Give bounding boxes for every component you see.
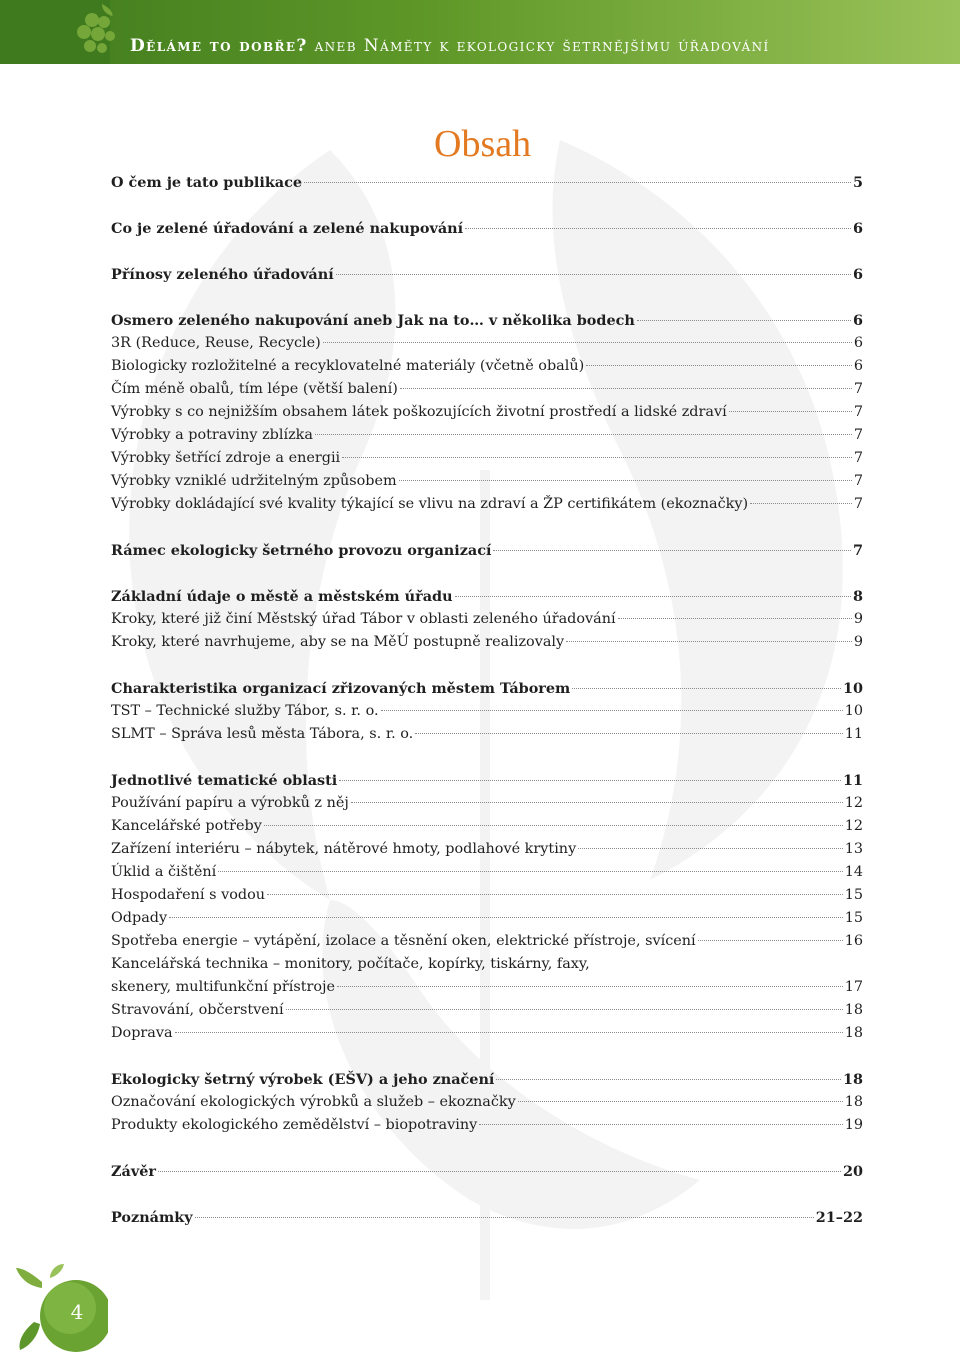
- toc-dot-leader: [400, 388, 852, 389]
- toc-entry-page: 6: [852, 266, 863, 283]
- page-number: 4: [70, 1300, 84, 1324]
- toc-entry-label: Přínosy zeleného úřadování: [111, 266, 334, 283]
- toc-entry[interactable]: [111, 838, 863, 861]
- toc-entry-page: 7: [853, 496, 863, 512]
- toc-dot-leader: [169, 917, 843, 918]
- toc-entry[interactable]: [111, 585, 863, 608]
- toc-dot-leader: [218, 871, 842, 872]
- toc-entry-page: 18: [844, 1025, 863, 1041]
- toc-entry-label: Čím méně obalů, tím lépe (větší balení): [111, 381, 398, 397]
- header-bar: [0, 0, 960, 64]
- toc-entry[interactable]: [111, 976, 863, 999]
- toc-entry-label: Výrobky s co nejnižším obsahem látek poškozujících životní prostředí a lidské zdraví: [111, 404, 727, 420]
- toc-entry-page: 12: [844, 795, 863, 811]
- toc-dot-leader: [415, 733, 842, 734]
- toc-entry[interactable]: [111, 1091, 863, 1114]
- toc-entry-page: 9: [853, 634, 863, 650]
- toc-entry-label: Závěr: [111, 1163, 156, 1180]
- toc-entry-label: Osmero zeleného nakupování aneb Jak na to… v několika bodech: [111, 312, 635, 329]
- toc-entry[interactable]: [111, 631, 863, 654]
- toc-entry-page: 18: [842, 1071, 863, 1088]
- toc-entry[interactable]: [111, 677, 863, 700]
- toc-dot-leader: [304, 182, 851, 183]
- toc-entry-label: Poznámky: [111, 1209, 193, 1226]
- toc-entry[interactable]: [111, 861, 863, 884]
- toc-dot-leader: [455, 596, 851, 597]
- toc-entry[interactable]: [111, 1160, 863, 1183]
- toc-entry-label: Výrobky vzniklé udržitelným způsobem: [111, 473, 397, 489]
- toc-entry-page: 17: [844, 979, 863, 995]
- toc-dot-leader: [518, 1101, 843, 1102]
- toc-entry-label: Zařízení interiéru – nábytek, nátěrové hmoty, podlahové krytiny: [111, 841, 577, 857]
- toc-dot-leader: [175, 1032, 843, 1033]
- toc-entry-label: Ekologicky šetrný výrobek (EŠV) a jeho značení: [111, 1071, 495, 1088]
- table-of-contents: [111, 171, 863, 1229]
- toc-entry-page: 21–22: [815, 1209, 863, 1226]
- toc-entry-page: 5: [852, 174, 863, 191]
- toc-entry[interactable]: [111, 1022, 863, 1045]
- toc-entry-page: 19: [844, 1117, 863, 1133]
- toc-entry[interactable]: [111, 424, 863, 447]
- toc-entry-page: 18: [844, 1094, 863, 1110]
- toc-entry-label: skenery, multifunkční přístroje: [111, 979, 336, 995]
- toc-entry-page: 7: [853, 404, 863, 420]
- toc-entry-page: 15: [844, 887, 863, 903]
- page-title: Obsah: [434, 123, 532, 165]
- toc-entry-page: 11: [842, 772, 863, 789]
- toc-entry[interactable]: [111, 217, 863, 240]
- toc-entry-page: 10: [844, 703, 863, 719]
- toc-dot-leader: [479, 1124, 842, 1125]
- toc-entry[interactable]: [111, 1068, 863, 1091]
- toc-entry-page: 20: [842, 1163, 863, 1180]
- toc-entry[interactable]: [111, 378, 863, 401]
- toc-entry[interactable]: [111, 815, 863, 838]
- toc-dot-leader: [342, 457, 852, 458]
- toc-entry[interactable]: [111, 493, 863, 516]
- toc-dot-leader: [566, 641, 852, 642]
- toc-dot-leader: [618, 618, 852, 619]
- toc-dot-leader: [465, 228, 851, 229]
- toc-entry-label: Kroky, které již činí Městský úřad Tábor v oblasti zeleného úřadování: [111, 611, 616, 627]
- toc-entry-label: Výrobky a potraviny zblízka: [111, 427, 313, 443]
- toc-entry-label: Co je zelené úřadování a zelené nakupování: [111, 220, 464, 237]
- toc-dot-leader: [286, 1009, 843, 1010]
- toc-dot-leader: [750, 503, 852, 504]
- toc-entry[interactable]: [111, 332, 863, 355]
- toc-dot-leader: [195, 1217, 814, 1218]
- toc-dot-leader: [578, 848, 842, 849]
- header-title-rest: aneb Náměty k ekologicky šetrnějšímu úřadování: [307, 36, 770, 56]
- toc-dot-leader: [399, 480, 852, 481]
- toc-dot-leader: [158, 1171, 841, 1172]
- toc-entry-label: Kroky, které navrhujeme, aby se na MěÚ postupně realizovaly: [111, 634, 565, 650]
- toc-entry[interactable]: [111, 1206, 863, 1229]
- toc-entry-label: Označování ekologických výrobků a služeb – ekoznačky: [111, 1094, 516, 1110]
- toc-entry[interactable]: [111, 723, 863, 746]
- toc-dot-leader: [698, 940, 843, 941]
- toc-entry-page: 11: [844, 726, 863, 742]
- toc-entry-label: TST – Technické služby Tábor, s. r. o.: [111, 703, 379, 719]
- toc-entry[interactable]: [111, 930, 863, 953]
- toc-entry-label: Kancelářská technika – monitory, počítače, kopírky, tiskárny, faxy,: [111, 956, 590, 972]
- toc-entry-page: 6: [853, 358, 863, 374]
- header-title: [130, 36, 770, 56]
- toc-entry-label: Odpady: [111, 910, 168, 926]
- toc-entry-label: Používání papíru a výrobků z něj: [111, 795, 349, 811]
- toc-dot-leader: [267, 894, 843, 895]
- toc-entry-page: 10: [842, 680, 863, 697]
- toc-entry-label: Spotřeba energie – vytápění, izolace a těsnění oken, elektrické přístroje, svícení: [111, 933, 696, 949]
- toc-entry-label: Základní údaje o městě a městském úřadu: [111, 588, 453, 605]
- toc-entry-label: O čem je tato publikace: [111, 174, 303, 191]
- toc-entry-label: 3R (Reduce, Reuse, Recycle): [111, 335, 321, 351]
- toc-entry[interactable]: [111, 999, 863, 1022]
- toc-dot-leader: [339, 780, 841, 781]
- toc-entry[interactable]: [111, 769, 863, 792]
- toc-entry-page: 12: [844, 818, 863, 834]
- toc-dot-leader: [315, 434, 852, 435]
- toc-entry-page: 6: [852, 220, 863, 237]
- toc-entry-label: Biologicky rozložitelné a recyklovatelné materiály (včetně obalů): [111, 358, 585, 374]
- toc-entry-page: 9: [853, 611, 863, 627]
- toc-entry-label: Produkty ekologického zemědělství – biopotraviny: [111, 1117, 478, 1133]
- toc-entry-label: Rámec ekologicky šetrného provozu organizací: [111, 542, 492, 559]
- toc-dot-leader: [637, 320, 851, 321]
- toc-entry-label: Výrobky šetřící zdroje a energii: [111, 450, 341, 466]
- toc-entry[interactable]: [111, 355, 863, 378]
- toc-dot-leader: [337, 986, 843, 987]
- toc-dot-leader: [336, 274, 851, 275]
- toc-entry-page: 13: [844, 841, 863, 857]
- toc-entry-page: 14: [844, 864, 863, 880]
- toc-entry-page: 7: [852, 542, 863, 559]
- footer-leaf-icon: [12, 1262, 108, 1354]
- toc-entry[interactable]: [111, 401, 863, 424]
- toc-entry-label: Stravování, občerstvení: [111, 1002, 284, 1018]
- toc-entry[interactable]: [111, 171, 863, 194]
- toc-dot-leader: [381, 710, 843, 711]
- toc-entry[interactable]: [111, 539, 863, 562]
- toc-dot-leader: [496, 1079, 841, 1080]
- toc-entry-label: Jednotlivé tematické oblasti: [111, 772, 338, 789]
- toc-entry-page: 6: [853, 335, 863, 351]
- toc-entry-page: 7: [853, 473, 863, 489]
- toc-entry[interactable]: [111, 470, 863, 493]
- toc-dot-leader: [493, 550, 851, 551]
- toc-entry-page: 8: [852, 588, 863, 605]
- toc-entry[interactable]: [111, 447, 863, 470]
- toc-entry-page: 15: [844, 910, 863, 926]
- toc-entry-page: 7: [853, 427, 863, 443]
- toc-dot-leader: [729, 411, 852, 412]
- toc-entry-label: Hospodaření s vodou: [111, 887, 266, 903]
- toc-entry[interactable]: [111, 884, 863, 907]
- toc-dot-leader: [323, 342, 852, 343]
- toc-dot-leader: [351, 802, 843, 803]
- toc-entry-label: SLMT – Správa lesů města Tábora, s. r. o.: [111, 726, 414, 742]
- toc-entry-label: Kancelářské potřeby: [111, 818, 262, 834]
- toc-entry-label: Výrobky dokládající své kvality týkající se vlivu na zdraví a ŽP certifikátem (ekoznačky): [111, 496, 749, 512]
- toc-entry[interactable]: [111, 953, 863, 976]
- toc-entry[interactable]: [111, 792, 863, 815]
- toc-entry-label: Charakteristika organizací zřizovaných městem Táborem: [111, 680, 571, 697]
- toc-entry-page: 7: [853, 381, 863, 397]
- toc-dot-leader: [572, 688, 841, 689]
- toc-entry-page: 18: [844, 1002, 863, 1018]
- toc-entry[interactable]: [111, 309, 863, 332]
- header-title-bold: Děláme to dobře?: [130, 36, 308, 56]
- toc-entry[interactable]: [111, 608, 863, 631]
- toc-entry[interactable]: [111, 263, 863, 286]
- toc-entry[interactable]: [111, 700, 863, 723]
- toc-entry-page: 16: [844, 933, 863, 949]
- toc-entry-page: 6: [852, 312, 863, 329]
- toc-dot-leader: [264, 825, 843, 826]
- toc-entry-page: 7: [853, 450, 863, 466]
- toc-entry[interactable]: [111, 907, 863, 930]
- toc-dot-leader: [586, 365, 852, 366]
- toc-entry[interactable]: [111, 1114, 863, 1137]
- toc-entry-label: Doprava: [111, 1025, 173, 1041]
- grape-leaf-logo-icon: [62, 2, 122, 62]
- toc-entry-label: Úklid a čištění: [111, 864, 217, 880]
